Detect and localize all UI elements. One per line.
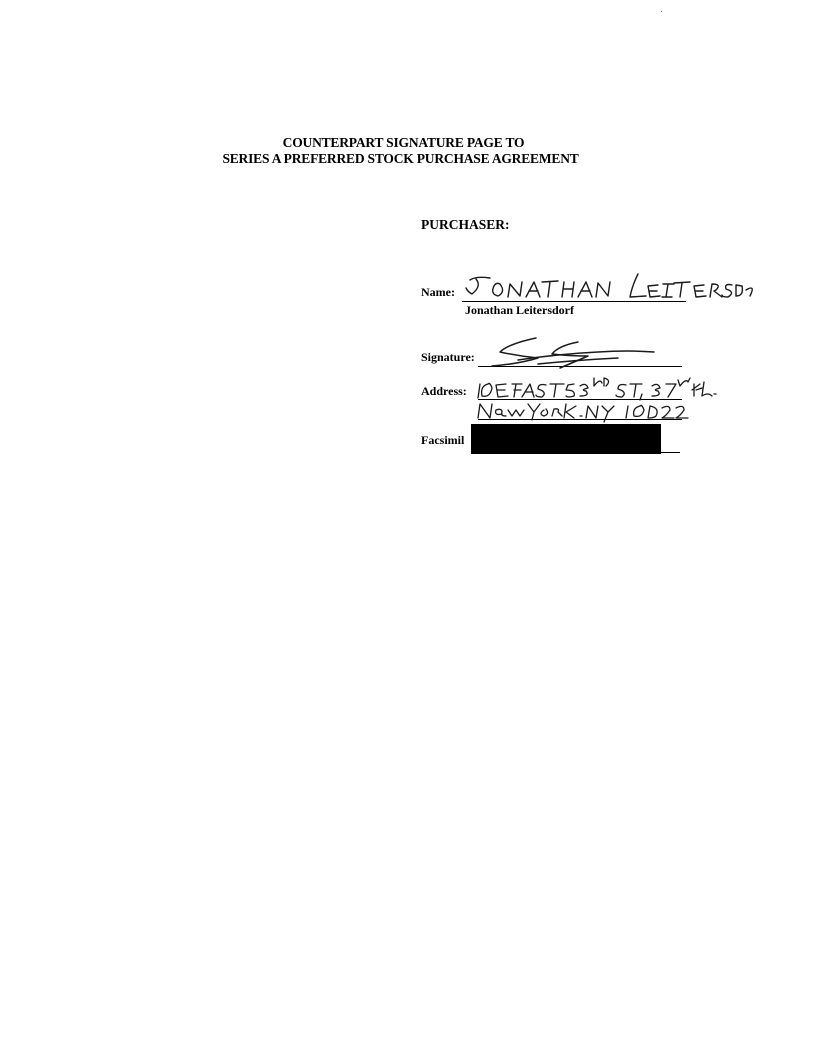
signature-label: Signature: xyxy=(421,350,475,364)
page-title-line-1: COUNTERPART SIGNATURE PAGE TO xyxy=(282,135,525,150)
name-label: Name: xyxy=(421,285,455,299)
signature-mark xyxy=(478,334,658,374)
page-title-line-2: SERIES A PREFERRED STOCK PURCHASE AGREEMENT xyxy=(222,151,579,166)
purchaser-heading: PURCHASER: xyxy=(421,217,510,232)
facsimile-label: Facsimil xyxy=(421,433,465,447)
handwritten-address xyxy=(476,374,776,424)
scan-speck xyxy=(661,11,662,12)
printed-name: Jonathan Leitersdorf xyxy=(465,303,574,317)
redaction-box xyxy=(471,424,661,454)
address-label: Address: xyxy=(421,384,467,398)
